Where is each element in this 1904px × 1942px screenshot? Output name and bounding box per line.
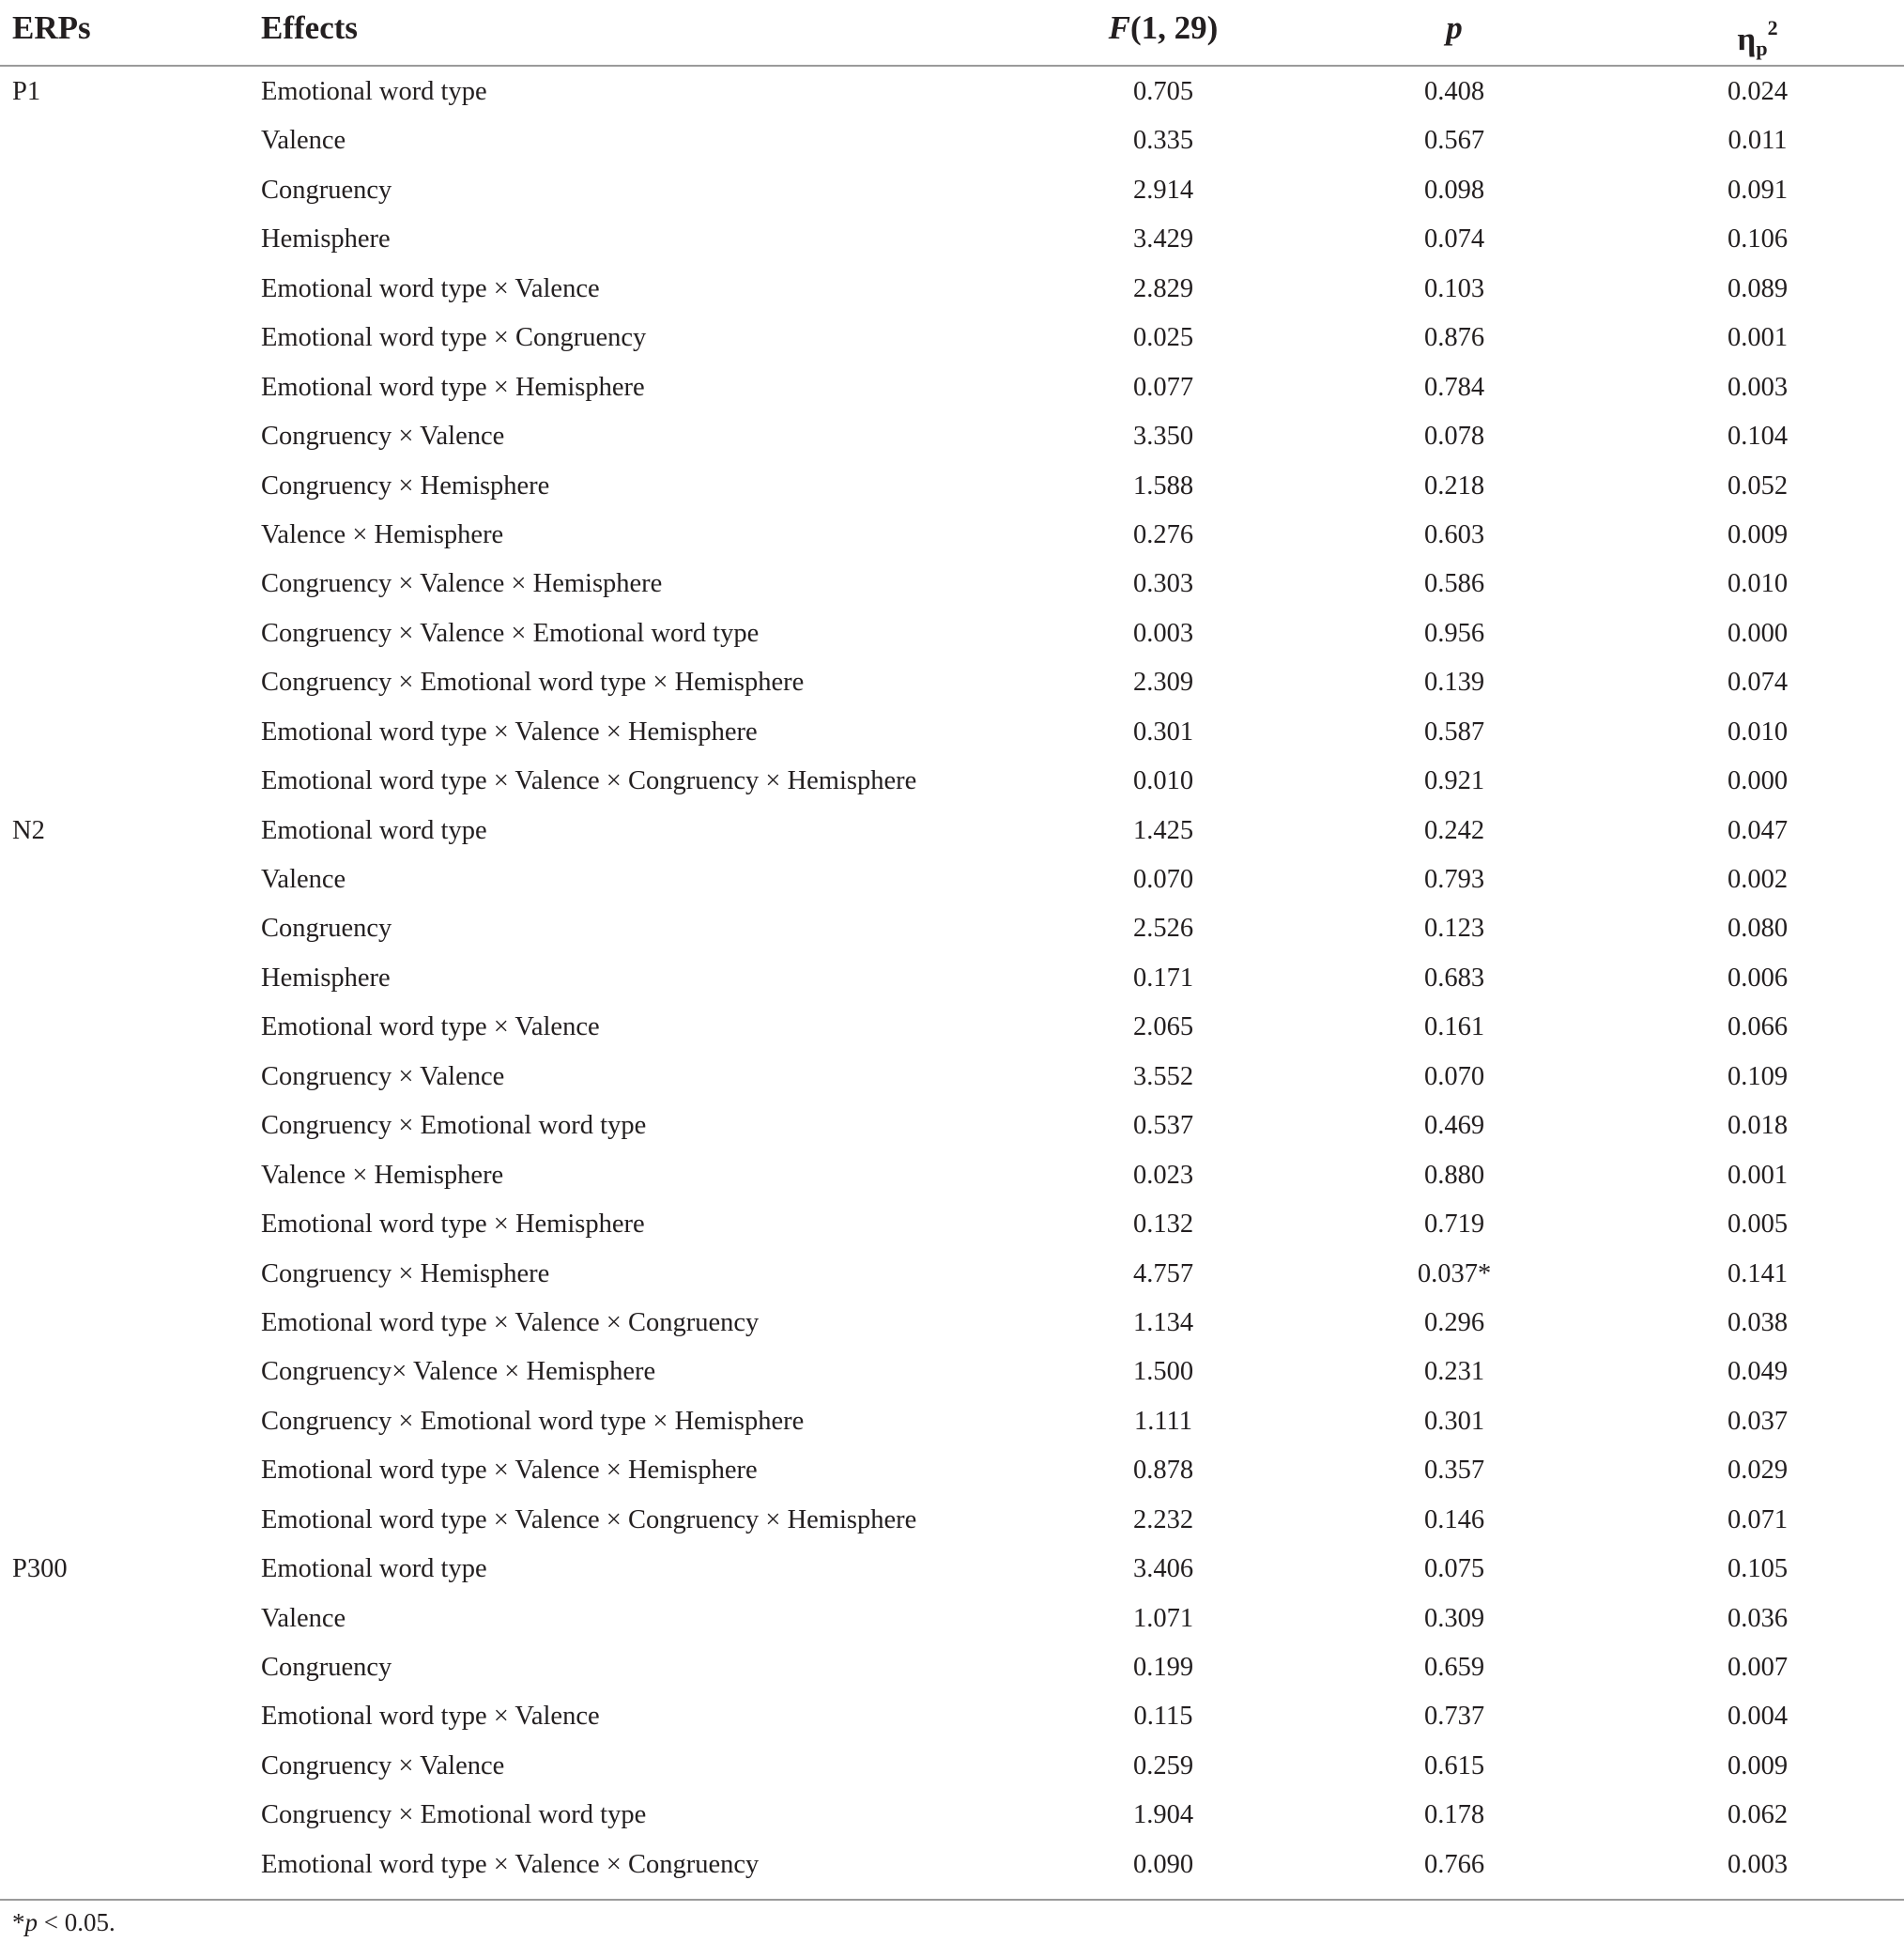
cell-eta-value: 0.071 xyxy=(1727,1504,1789,1534)
table-row xyxy=(0,904,1904,953)
cell-effect: Congruency xyxy=(261,175,392,205)
cell-f-value: 0.023 xyxy=(1132,1160,1194,1190)
cell-eta-value: 0.003 xyxy=(1727,372,1789,402)
cell-eta-value: 0.074 xyxy=(1727,668,1789,698)
cell-effect: Valence × Hemisphere xyxy=(261,519,504,549)
cell-f-value: 3.429 xyxy=(1132,224,1194,254)
header-rule xyxy=(0,65,1904,67)
cell-eta-value: 0.066 xyxy=(1727,1012,1789,1042)
cell-effect: Congruency × Valence × Emotional word type xyxy=(261,618,760,648)
cell-p-value: 0.587 xyxy=(1423,717,1485,747)
table-row xyxy=(0,511,1904,560)
cell-p-value: 0.296 xyxy=(1423,1307,1485,1337)
table-row xyxy=(0,166,1904,215)
footnote-star: * xyxy=(12,1908,25,1936)
cell-p-value: 0.737 xyxy=(1423,1702,1485,1732)
cell-effect: Congruency× Valence × Hemisphere xyxy=(261,1357,656,1387)
cell-eta-value: 0.011 xyxy=(1727,126,1788,156)
cell-p-value: 0.719 xyxy=(1423,1210,1485,1240)
cell-erp: P1 xyxy=(12,77,41,106)
cell-eta-value: 0.109 xyxy=(1727,1061,1789,1091)
cell-effect: Emotional word type × Valence × Congruency × Hemisphere xyxy=(261,766,917,796)
cell-erp: P300 xyxy=(12,1554,68,1584)
table-row xyxy=(0,1250,1904,1299)
header-f-letter: F xyxy=(1108,9,1131,46)
cell-p-value: 0.793 xyxy=(1423,865,1485,894)
cell-f-value: 1.904 xyxy=(1132,1800,1194,1830)
cell-f-value: 2.526 xyxy=(1132,914,1194,944)
header-f-statistic xyxy=(1109,8,1219,49)
table-row xyxy=(0,757,1904,806)
cell-effect: Hemisphere xyxy=(261,224,391,254)
table-row xyxy=(0,412,1904,461)
cell-eta-value: 0.007 xyxy=(1727,1653,1789,1682)
cell-p-value: 0.956 xyxy=(1423,618,1485,648)
table-row xyxy=(0,1151,1904,1200)
cell-eta-value: 0.004 xyxy=(1727,1702,1789,1732)
cell-effect: Valence xyxy=(261,865,346,894)
cell-p-value: 0.242 xyxy=(1423,815,1485,845)
cell-f-value: 0.115 xyxy=(1133,1702,1193,1732)
cell-p-value: 0.218 xyxy=(1423,470,1485,501)
cell-p-value: 0.123 xyxy=(1423,914,1485,944)
cell-eta-value: 0.037 xyxy=(1727,1406,1789,1436)
cell-effect: Congruency × Valence × Hemisphere xyxy=(261,569,663,599)
footnote-p: p xyxy=(24,1908,38,1936)
cell-p-value: 0.921 xyxy=(1423,766,1485,796)
cell-effect: Emotional word type xyxy=(261,77,487,106)
header-eta-symbol: η xyxy=(1737,21,1757,57)
cell-eta-value: 0.052 xyxy=(1727,470,1789,501)
cell-f-value: 0.276 xyxy=(1132,519,1194,549)
table-row xyxy=(0,1496,1904,1545)
cell-effect: Congruency × Hemisphere xyxy=(261,1258,550,1288)
cell-p-value: 0.880 xyxy=(1423,1160,1485,1190)
cell-p-value: 0.408 xyxy=(1423,77,1485,106)
cell-effect: Congruency xyxy=(261,914,392,944)
table-row xyxy=(0,1200,1904,1249)
cell-eta-value: 0.010 xyxy=(1727,717,1789,747)
cell-eta-value: 0.001 xyxy=(1727,1160,1789,1190)
cell-f-value: 2.829 xyxy=(1132,273,1194,303)
table-row xyxy=(0,708,1904,757)
cell-f-value: 0.301 xyxy=(1132,717,1194,747)
cell-f-value: 1.588 xyxy=(1132,470,1194,501)
cell-eta-value: 0.009 xyxy=(1727,1750,1789,1780)
table-row xyxy=(0,807,1904,855)
cell-eta-value: 0.003 xyxy=(1727,1849,1789,1879)
cell-erp: N2 xyxy=(12,815,45,845)
table-row xyxy=(0,1595,1904,1643)
cell-eta-value: 0.080 xyxy=(1727,914,1789,944)
cell-eta-value: 0.009 xyxy=(1727,519,1789,549)
table-row xyxy=(0,1545,1904,1594)
table-bottom-rule xyxy=(0,1899,1904,1901)
cell-p-value: 0.784 xyxy=(1423,372,1485,402)
cell-effect: Emotional word type × Valence × Congruency xyxy=(261,1307,760,1337)
table-row xyxy=(0,1102,1904,1150)
table-body xyxy=(0,68,1904,1889)
cell-p-value: 0.161 xyxy=(1423,1012,1485,1042)
cell-effect: Valence xyxy=(261,126,346,156)
cell-f-value: 0.537 xyxy=(1132,1111,1194,1141)
cell-effect: Congruency × Valence xyxy=(261,422,505,452)
table-row xyxy=(0,609,1904,658)
cell-f-value: 0.303 xyxy=(1132,569,1194,599)
cell-effect: Hemisphere xyxy=(261,963,391,993)
cell-f-value: 0.199 xyxy=(1132,1653,1194,1682)
cell-eta-value: 0.002 xyxy=(1727,865,1789,894)
cell-p-value: 0.615 xyxy=(1423,1750,1485,1780)
cell-p-value: 0.469 xyxy=(1423,1111,1485,1141)
cell-effect: Congruency × Emotional word type xyxy=(261,1800,647,1830)
cell-effect: Emotional word type × Hemisphere xyxy=(261,372,645,402)
cell-effect: Congruency xyxy=(261,1653,392,1682)
cell-f-value: 1.500 xyxy=(1132,1357,1194,1387)
header-eta-superscript: 2 xyxy=(1767,16,1778,39)
table-row xyxy=(0,855,1904,904)
table-row xyxy=(0,462,1904,511)
cell-p-value: 0.231 xyxy=(1423,1357,1485,1387)
cell-p-value: 0.309 xyxy=(1423,1603,1485,1633)
table-row xyxy=(0,1348,1904,1396)
cell-f-value: 1.134 xyxy=(1132,1307,1194,1337)
table-row xyxy=(0,658,1904,707)
cell-f-value: 2.065 xyxy=(1132,1012,1194,1042)
cell-f-value: 1.111 xyxy=(1133,1406,1193,1436)
cell-effect: Emotional word type × Valence xyxy=(261,1702,600,1732)
table-row xyxy=(0,314,1904,362)
table-header xyxy=(0,0,1904,64)
cell-f-value: 2.309 xyxy=(1132,668,1194,698)
cell-eta-value: 0.141 xyxy=(1727,1258,1789,1288)
table-row xyxy=(0,1643,1904,1692)
cell-effect: Valence × Hemisphere xyxy=(261,1160,504,1190)
cell-effect: Emotional word type × Valence × Hemisphere xyxy=(261,1456,758,1486)
cell-p-value: 0.301 xyxy=(1423,1406,1485,1436)
cell-effect: Congruency × Valence xyxy=(261,1061,505,1091)
cell-f-value: 0.335 xyxy=(1132,126,1194,156)
cell-eta-value: 0.036 xyxy=(1727,1603,1789,1633)
table-row xyxy=(0,1003,1904,1052)
table-row xyxy=(0,954,1904,1003)
cell-eta-value: 0.001 xyxy=(1727,323,1789,353)
cell-eta-value: 0.049 xyxy=(1727,1357,1789,1387)
cell-f-value: 0.132 xyxy=(1132,1210,1194,1240)
cell-eta-value: 0.104 xyxy=(1727,422,1789,452)
cell-effect: Emotional word type × Hemisphere xyxy=(261,1210,645,1240)
cell-effect: Emotional word type × Valence xyxy=(261,273,600,303)
header-p-letter: p xyxy=(1446,9,1463,46)
cell-f-value: 1.071 xyxy=(1132,1603,1194,1633)
cell-f-value: 0.010 xyxy=(1132,766,1194,796)
cell-f-value: 0.003 xyxy=(1132,618,1194,648)
cell-f-value: 0.705 xyxy=(1132,77,1194,106)
header-eta-subscript: p xyxy=(1756,37,1768,60)
header-eta-squared xyxy=(1737,8,1777,69)
cell-f-value: 0.077 xyxy=(1132,372,1194,402)
cell-p-value: 0.586 xyxy=(1423,569,1485,599)
cell-eta-value: 0.038 xyxy=(1727,1307,1789,1337)
cell-eta-value: 0.106 xyxy=(1727,224,1789,254)
table-row xyxy=(0,1299,1904,1348)
cell-effect: Congruency × Valence xyxy=(261,1750,505,1780)
table-row xyxy=(0,265,1904,314)
table-row xyxy=(0,1692,1904,1741)
cell-eta-value: 0.005 xyxy=(1727,1210,1789,1240)
cell-p-value: 0.876 xyxy=(1423,323,1485,353)
table-row xyxy=(0,560,1904,609)
cell-effect: Emotional word type × Congruency xyxy=(261,323,647,353)
table-row xyxy=(0,363,1904,412)
cell-f-value: 2.914 xyxy=(1132,175,1194,205)
cell-eta-value: 0.091 xyxy=(1727,175,1789,205)
header-f-df: (1, 29) xyxy=(1130,9,1219,46)
cell-effect: Emotional word type xyxy=(261,1554,487,1584)
table-row xyxy=(0,1841,1904,1889)
header-effects: Effects xyxy=(261,9,359,46)
table-row xyxy=(0,1053,1904,1102)
cell-f-value: 0.025 xyxy=(1132,323,1194,353)
cell-effect: Emotional word type × Valence × Hemisphere xyxy=(261,717,758,747)
cell-eta-value: 0.000 xyxy=(1727,618,1789,648)
cell-p-value: 0.074 xyxy=(1423,224,1485,254)
cell-f-value: 1.425 xyxy=(1132,815,1194,845)
footnote-text: < 0.05. xyxy=(38,1908,115,1936)
cell-f-value: 0.090 xyxy=(1132,1849,1194,1879)
cell-p-value: 0.075 xyxy=(1423,1554,1485,1584)
cell-f-value: 0.259 xyxy=(1132,1750,1194,1780)
table-row xyxy=(0,68,1904,116)
cell-p-value: 0.357 xyxy=(1423,1456,1485,1486)
cell-eta-value: 0.000 xyxy=(1727,766,1789,796)
cell-p-value: 0.178 xyxy=(1423,1800,1485,1830)
cell-p-value: 0.766 xyxy=(1423,1849,1485,1879)
cell-p-value: 0.603 xyxy=(1423,519,1485,549)
cell-p-value: 0.659 xyxy=(1423,1653,1485,1682)
cell-p-value: 0.070 xyxy=(1423,1061,1485,1091)
cell-eta-value: 0.105 xyxy=(1727,1554,1789,1584)
cell-eta-value: 0.047 xyxy=(1727,815,1789,845)
cell-effect: Congruency × Emotional word type × Hemisphere xyxy=(261,668,805,698)
cell-p-value: 0.098 xyxy=(1423,175,1485,205)
cell-p-value: 0.567 xyxy=(1423,126,1485,156)
cell-p-value: 0.037* xyxy=(1417,1258,1492,1288)
cell-f-value: 0.878 xyxy=(1132,1456,1194,1486)
cell-p-value: 0.103 xyxy=(1423,273,1485,303)
cell-effect: Emotional word type × Valence × Congruency xyxy=(261,1849,760,1879)
cell-f-value: 2.232 xyxy=(1132,1504,1194,1534)
cell-f-value: 3.350 xyxy=(1132,422,1194,452)
cell-effect: Emotional word type xyxy=(261,815,487,845)
cell-f-value: 3.552 xyxy=(1132,1061,1194,1091)
cell-effect: Emotional word type × Valence xyxy=(261,1012,600,1042)
table-row xyxy=(0,1446,1904,1495)
cell-f-value: 4.757 xyxy=(1132,1258,1194,1288)
cell-effect: Emotional word type × Valence × Congruency × Hemisphere xyxy=(261,1504,917,1534)
cell-f-value: 3.406 xyxy=(1132,1554,1194,1584)
table-row xyxy=(0,1791,1904,1840)
header-p-value xyxy=(1446,8,1463,49)
table-row xyxy=(0,215,1904,264)
cell-effect: Congruency × Emotional word type × Hemisphere xyxy=(261,1406,805,1436)
cell-effect: Valence xyxy=(261,1603,346,1633)
cell-eta-value: 0.089 xyxy=(1727,273,1789,303)
cell-f-value: 0.171 xyxy=(1132,963,1194,993)
cell-p-value: 0.683 xyxy=(1423,963,1485,993)
table-row xyxy=(0,116,1904,165)
cell-p-value: 0.078 xyxy=(1423,422,1485,452)
table-footnote xyxy=(12,1906,115,1938)
cell-effect: Congruency × Hemisphere xyxy=(261,470,550,501)
header-erps: ERPs xyxy=(12,9,91,46)
cell-eta-value: 0.010 xyxy=(1727,569,1789,599)
cell-p-value: 0.146 xyxy=(1423,1504,1485,1534)
cell-effect: Congruency × Emotional word type xyxy=(261,1111,647,1141)
cell-eta-value: 0.062 xyxy=(1727,1800,1789,1830)
cell-eta-value: 0.018 xyxy=(1727,1111,1789,1141)
cell-eta-value: 0.029 xyxy=(1727,1456,1789,1486)
table-row xyxy=(0,1742,1904,1791)
cell-f-value: 0.070 xyxy=(1132,865,1194,894)
cell-eta-value: 0.006 xyxy=(1727,963,1789,993)
cell-eta-value: 0.024 xyxy=(1727,77,1789,106)
table-row xyxy=(0,1397,1904,1446)
cell-p-value: 0.139 xyxy=(1423,668,1485,698)
